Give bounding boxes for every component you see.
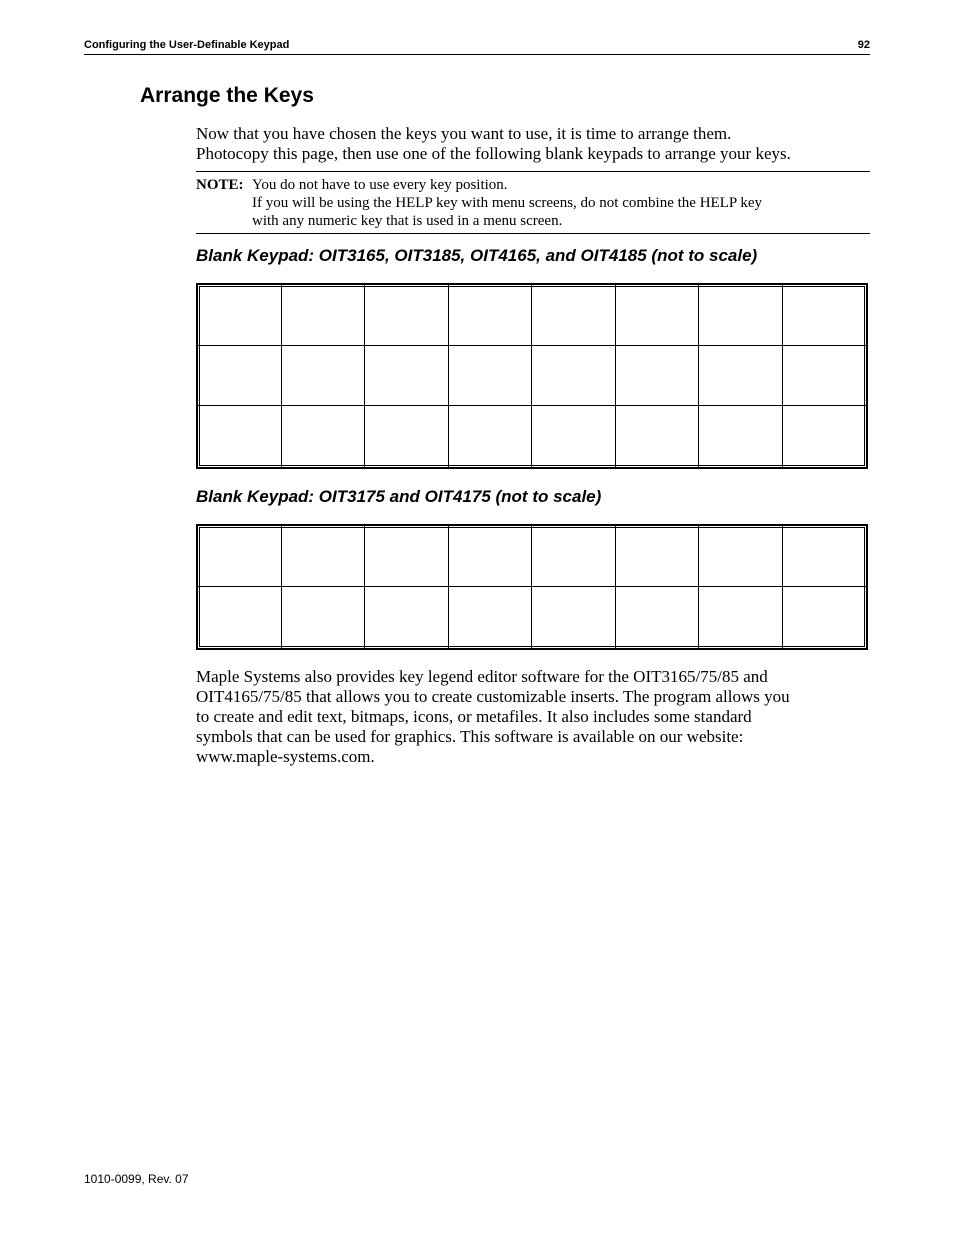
blank-key-cell (449, 346, 533, 407)
blank-key-cell (449, 526, 533, 587)
blank-key-cell (365, 526, 449, 587)
keypad-caption-oit3175: Blank Keypad: OIT3175 and OIT4175 (not to scale) (196, 487, 602, 506)
blank-key-cell (532, 346, 616, 407)
blank-key-cell (783, 346, 867, 407)
closing-paragraph (196, 667, 868, 767)
blank-key-cell (532, 406, 616, 467)
note-line: You do not have to use every key position. (252, 177, 508, 193)
blank-key-cell (365, 346, 449, 407)
blank-key-cell (699, 346, 783, 407)
blank-key-cell (616, 285, 700, 346)
blank-key-cell (616, 526, 700, 587)
footer-doc-number: 1010-0099, Rev. 07 (84, 1172, 189, 1186)
intro-line: Photocopy this page, then use one of the following blank keypads to arrange your keys. (196, 144, 791, 163)
blank-key-cell (783, 285, 867, 346)
blank-key-cell (198, 285, 282, 346)
closing-line: www.maple-systems.com. (196, 747, 375, 766)
note-text (252, 176, 868, 230)
blank-key-cell (532, 587, 616, 648)
blank-key-cell (282, 346, 366, 407)
blank-key-cell (616, 587, 700, 648)
blank-key-cell (699, 526, 783, 587)
page-number: 92 (857, 39, 870, 51)
blank-key-cell (532, 285, 616, 346)
blank-key-cell (449, 406, 533, 467)
blank-key-cell (198, 526, 282, 587)
chapter-title: Configuring the User-Definable Keypad (84, 39, 290, 51)
blank-key-cell (783, 526, 867, 587)
closing-line: OIT4165/75/85 that allows you to create customizable inserts. The program allows you (196, 687, 790, 706)
blank-key-cell (616, 406, 700, 467)
keypad-caption-oit3165: Blank Keypad: OIT3165, OIT3185, OIT4165, and OIT4185 (not to scale) (196, 246, 758, 265)
blank-key-cell (198, 406, 282, 467)
note-label: NOTE: (196, 177, 244, 193)
intro-paragraph (196, 124, 868, 164)
note-line: If you will be using the HELP key with menu screens, do not combine the HELP key (252, 195, 763, 211)
running-header (84, 38, 870, 55)
closing-line: Maple Systems also provides key legend editor software for the OIT3165/75/85 and (196, 667, 768, 686)
blank-key-cell (616, 346, 700, 407)
blank-key-cell (699, 285, 783, 346)
blank-key-cell (198, 346, 282, 407)
blank-key-cell (365, 587, 449, 648)
section-title: Arrange the Keys (140, 84, 314, 107)
closing-line: symbols that can be used for graphics. This software is available on our website: (196, 727, 744, 746)
blank-key-cell (282, 587, 366, 648)
note-box (196, 171, 870, 234)
blank-key-cell (699, 587, 783, 648)
blank-key-cell (365, 406, 449, 467)
intro-line: Now that you have chosen the keys you want to use, it is time to arrange them. (196, 124, 732, 143)
blank-key-cell (699, 406, 783, 467)
blank-key-cell (532, 526, 616, 587)
blank-key-cell (282, 285, 366, 346)
blank-key-cell (365, 285, 449, 346)
blank-keypad-3x8 (196, 283, 868, 469)
blank-key-cell (783, 587, 867, 648)
blank-keypad-2x8 (196, 524, 868, 650)
blank-key-cell (282, 526, 366, 587)
blank-key-cell (282, 406, 366, 467)
blank-key-cell (198, 587, 282, 648)
blank-key-cell (449, 285, 533, 346)
blank-key-cell (449, 587, 533, 648)
closing-line: to create and edit text, bitmaps, icons, or metafiles. It also includes some standard (196, 707, 752, 726)
blank-key-cell (783, 406, 867, 467)
note-line: with any numeric key that is used in a menu screen. (252, 213, 563, 229)
